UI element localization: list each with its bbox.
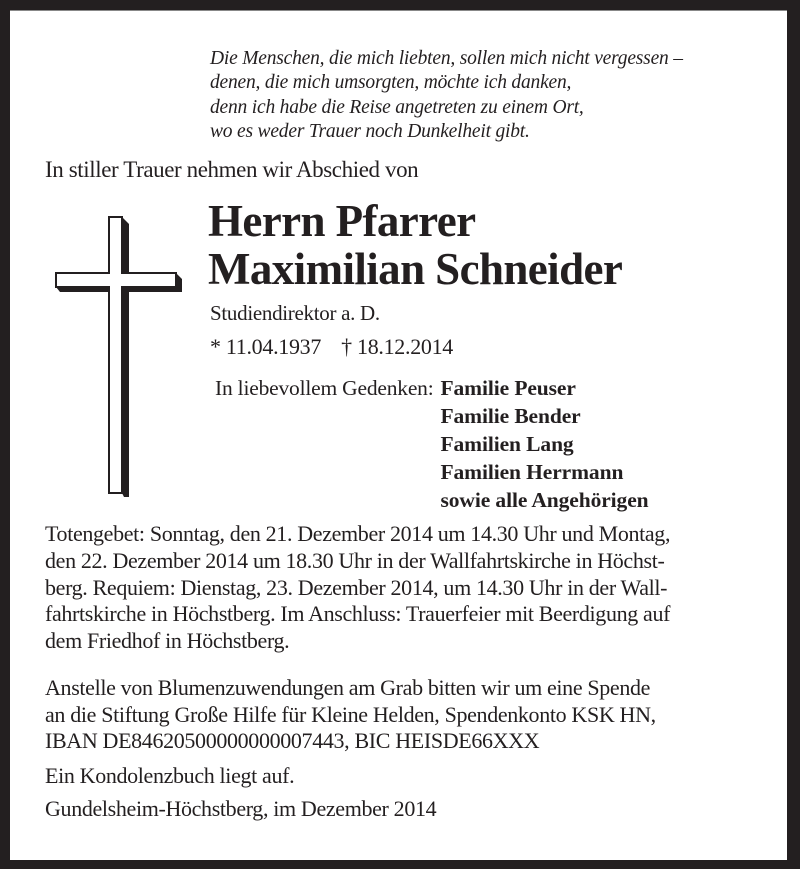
family-item: Familie Peuser [440, 376, 576, 400]
service-line: den 22. Dezember 2014 um 18.30 Uhr in der Wallfahrtskirche in Höchst- [45, 547, 665, 573]
name-line-2: Maximilian Schneider [208, 244, 623, 294]
service-line: berg. Requiem: Dienstag, 23. Dezember 2014, um 14.30 Uhr in der Wall- [45, 574, 668, 600]
family-list [440, 374, 648, 514]
service-details [45, 521, 670, 655]
poem-line: wo es weder Trauer noch Dunkelheit gibt. [210, 120, 530, 142]
obituary-notice [10, 10, 787, 860]
poem-line: denen, die mich umsorgten, möchte ich danken, [210, 72, 572, 94]
service-line: Totengebet: Sonntag, den 21. Dezember 2014 um 14.30 Uhr und Montag, [45, 521, 671, 546]
poem-line: Die Menschen, die mich liebten, sollen mich nicht vergessen – [210, 48, 683, 69]
memory-label: In liebevollem Gedenken: [215, 376, 434, 400]
place-date: Gundelsheim-Höchstberg, im Dezember 2014 [45, 796, 437, 821]
life-dates [210, 334, 453, 360]
name-line-1: Herrn Pfarrer [208, 196, 476, 246]
service-line: dem Friedhof in Höchstberg. [45, 628, 290, 654]
cross-icon [54, 213, 184, 503]
mourners-block [215, 374, 649, 514]
donation-info [45, 675, 656, 755]
service-line: fahrtskirche in Höchstberg. Im Anschluss: Trauerfeier mit Beerdigung auf [45, 601, 671, 627]
birth-date: * 11.04.1937 [210, 334, 322, 359]
family-item: Familien Herrmann [440, 460, 624, 484]
deceased-title: Studiendirektor a. D. [210, 301, 380, 325]
poem [210, 47, 683, 144]
donation-line: an die Stiftung Große Hilfe für Kleine Helden, Spendenkonto KSK HN, [45, 701, 656, 727]
family-item: Familien Lang [440, 432, 574, 456]
donation-line: IBAN DE84620500000000007443, BIC HEISDE66XXX [45, 728, 540, 753]
family-item: sowie alle Angehörigen [440, 488, 649, 512]
death-date: † 18.12.2014 [341, 334, 453, 359]
intro-text: In stiller Trauer nehmen wir Abschied von [45, 157, 419, 182]
poem-line: denn ich habe die Reise angetreten zu einem Ort, [210, 96, 584, 118]
family-item: Familie Bender [440, 404, 581, 428]
condolence-note: Ein Kondolenzbuch liegt auf. [45, 763, 295, 788]
donation-line: Anstelle von Blumenzuwendungen am Grab bitten wir um eine Spende [45, 675, 651, 700]
deceased-name [208, 197, 622, 293]
